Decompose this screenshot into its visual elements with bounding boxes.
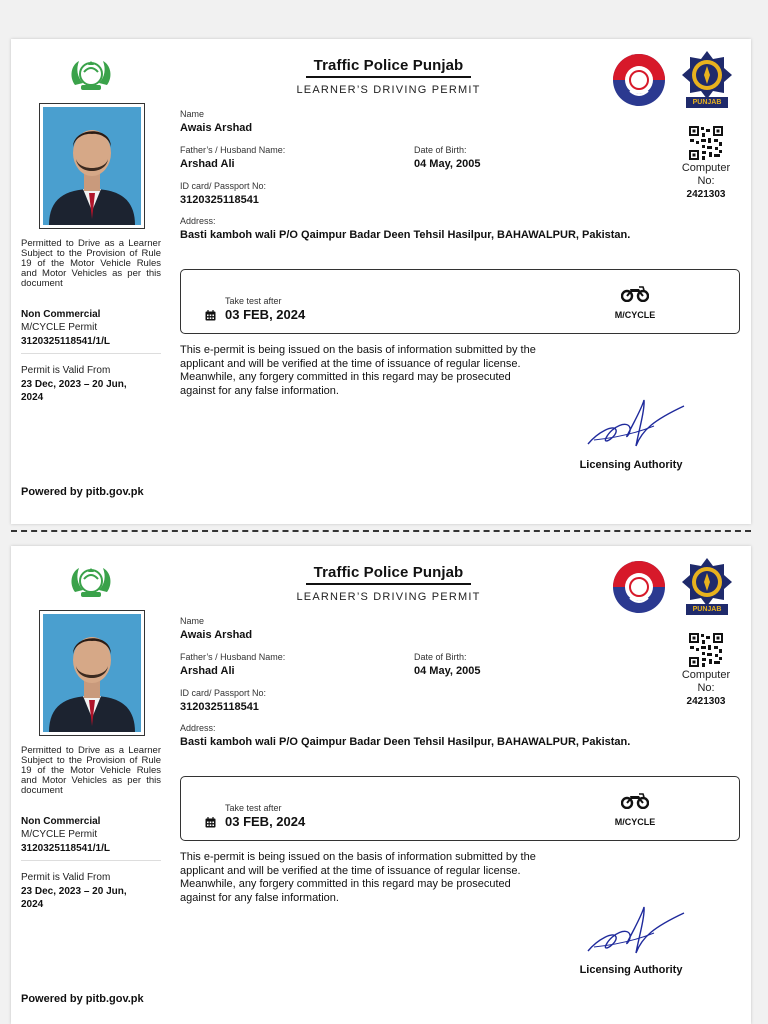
cut-line-divider bbox=[11, 530, 751, 532]
vehicle-type: M/CYCLE bbox=[614, 817, 656, 827]
valid-label: Permit is Valid From bbox=[21, 872, 111, 883]
date-of-birth: 04 May, 2005 bbox=[414, 158, 481, 170]
permit-number: 3120325118541/1/L bbox=[21, 336, 110, 347]
disclaimer: This e-permit is being issued on the basis of information submitted by the applicant and will be verified at the time of issuance of regular license. Meanwhile, any forgery committed in this regard may be prosecuted against for any false information. bbox=[180, 344, 536, 397]
powered-by: Powered by pitb.gov.pk bbox=[21, 993, 144, 1005]
punjab-government-logo-icon bbox=[67, 562, 115, 602]
permit-category: Non Commercial bbox=[21, 816, 101, 827]
date-of-birth: 04 May, 2005 bbox=[414, 665, 481, 677]
father-name-label: Father’s / Husband Name: bbox=[180, 145, 286, 155]
valid-range: 23 Dec, 2023 – 20 Jun, 2024 bbox=[21, 379, 127, 403]
page-title: Traffic Police Punjab bbox=[306, 564, 471, 585]
id-number: 3120325118541 bbox=[180, 701, 259, 713]
dob-label: Date of Birth: bbox=[414, 652, 467, 662]
punjab-government-logo-icon bbox=[67, 55, 115, 95]
take-test-label: Take test after bbox=[225, 296, 282, 306]
address-label: Address: bbox=[180, 723, 216, 733]
powered-by: Powered by pitb.gov.pk bbox=[21, 486, 144, 498]
licensing-authority: Licensing Authority bbox=[579, 459, 683, 471]
traffic-police-badge-icon bbox=[680, 556, 734, 618]
permission-note: Permitted to Drive as a Learner Subject to the Provision of Rule 19 of the Motor Vehicle Rules and Motor Vehicles as per this document bbox=[21, 238, 161, 289]
test-date: 03 FEB, 2024 bbox=[225, 307, 306, 322]
police-emblem-icon bbox=[612, 53, 666, 107]
computer-no: 2421303 bbox=[686, 189, 726, 200]
emblem-label: PUNJAB bbox=[692, 99, 722, 106]
disclaimer: This e-permit is being issued on the basis of information submitted by the applicant and will be verified at the time of issuance of regular license. Meanwhile, any forgery committed in this regard may be prosecuted against for any false information. bbox=[180, 851, 536, 904]
address-label: Address: bbox=[180, 216, 216, 226]
address: Basti kamboh wali P/O Qaimpur Badar Deen Tehsil Hasilpur, BAHAWALPUR, Pakistan. bbox=[180, 736, 631, 748]
permit-type: M/CYCLE Permit bbox=[21, 322, 98, 333]
valid-range: 23 Dec, 2023 – 20 Jun, 2024 bbox=[21, 886, 127, 910]
father-name: Arshad Ali bbox=[180, 665, 235, 677]
address: Basti kamboh wali P/O Qaimpur Badar Deen Tehsil Hasilpur, BAHAWALPUR, Pakistan. bbox=[180, 229, 631, 241]
vehicle-type: M/CYCLE bbox=[614, 310, 656, 320]
computer-no-label: Computer No: bbox=[681, 669, 731, 694]
test-date: 03 FEB, 2024 bbox=[225, 814, 306, 829]
permit-subtitle: LEARNER’S DRIVING PERMIT bbox=[296, 84, 481, 96]
id-label: ID card/ Passport No: bbox=[180, 688, 267, 698]
motorcycle-icon bbox=[621, 284, 649, 302]
permission-note: Permitted to Drive as a Learner Subject to the Provision of Rule 19 of the Motor Vehicle Rules and Motor Vehicles as per this document bbox=[21, 745, 161, 796]
name-label: Name bbox=[180, 109, 205, 119]
police-emblem-icon bbox=[612, 560, 666, 614]
applicant-photo bbox=[39, 103, 145, 229]
applicant-name: Awais Arshad bbox=[180, 629, 253, 641]
id-label: ID card/ Passport No: bbox=[180, 181, 267, 191]
traffic-police-badge-icon bbox=[680, 49, 734, 111]
page-title: Traffic Police Punjab bbox=[306, 57, 471, 78]
permit-subtitle: LEARNER’S DRIVING PERMIT bbox=[296, 591, 481, 603]
applicant-photo bbox=[39, 610, 145, 736]
calendar-icon bbox=[205, 310, 216, 321]
name-label: Name bbox=[180, 616, 205, 626]
dob-label: Date of Birth: bbox=[414, 145, 467, 155]
left-divider bbox=[21, 353, 161, 354]
qr-code-icon bbox=[688, 125, 724, 161]
take-test-label: Take test after bbox=[225, 803, 282, 813]
permit-category: Non Commercial bbox=[21, 309, 101, 320]
signature-icon bbox=[584, 394, 688, 452]
test-info-box bbox=[180, 776, 740, 841]
licensing-authority: Licensing Authority bbox=[579, 964, 683, 976]
permit-type: M/CYCLE Permit bbox=[21, 829, 98, 840]
calendar-icon bbox=[205, 817, 216, 828]
motorcycle-icon bbox=[621, 791, 649, 809]
permit-number: 3120325118541/1/L bbox=[21, 843, 110, 854]
computer-no: 2421303 bbox=[686, 696, 726, 707]
emblem-label: PUNJAB bbox=[692, 606, 722, 613]
computer-no-label: Computer No: bbox=[681, 162, 731, 187]
left-divider bbox=[21, 860, 161, 861]
signature-icon bbox=[584, 901, 688, 959]
applicant-name: Awais Arshad bbox=[180, 122, 253, 134]
permit-card bbox=[11, 39, 751, 524]
father-name: Arshad Ali bbox=[180, 158, 235, 170]
valid-label: Permit is Valid From bbox=[21, 365, 111, 376]
father-name-label: Father’s / Husband Name: bbox=[180, 652, 286, 662]
id-number: 3120325118541 bbox=[180, 194, 259, 206]
permit-card-copy bbox=[11, 546, 751, 1024]
qr-code-icon bbox=[688, 632, 724, 668]
test-info-box bbox=[180, 269, 740, 334]
